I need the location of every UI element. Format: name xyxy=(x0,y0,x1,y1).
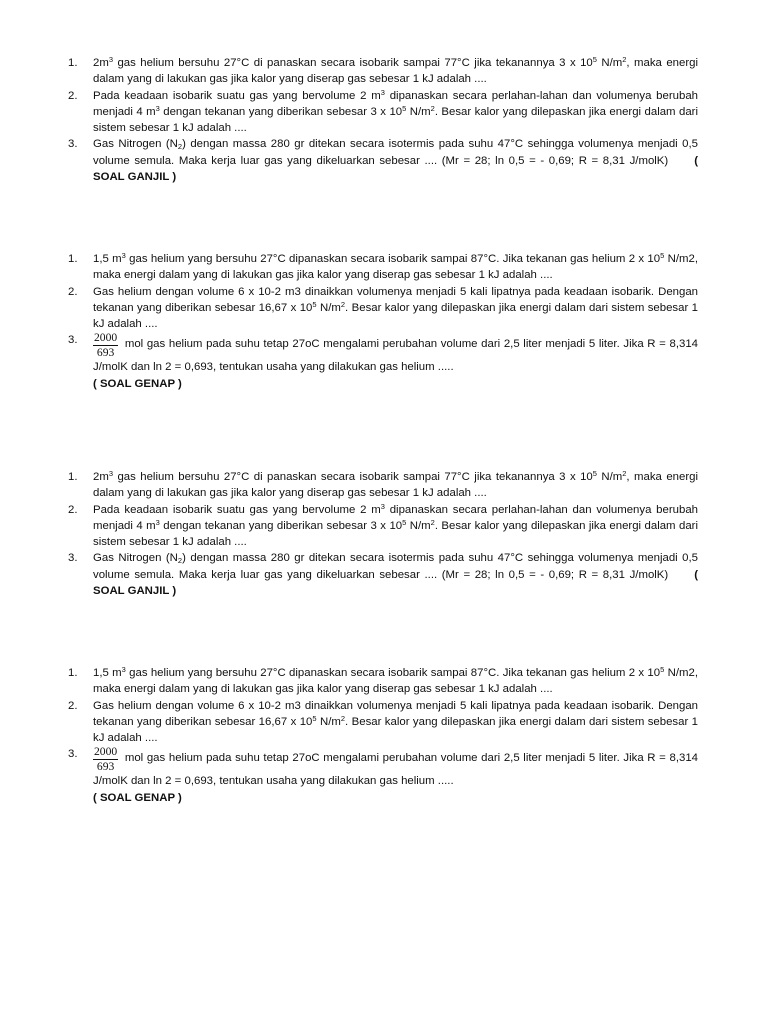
superscript: 2 xyxy=(430,103,435,113)
superscript: 5 xyxy=(312,713,317,723)
problem-set-odd-2 xyxy=(68,469,698,599)
text-run: , maka energi dalam yang di lakukan gas jika kalor yang diserap gas sebesar 1 kJ adalah .... xyxy=(93,471,698,500)
problem-number: 2. xyxy=(68,89,78,102)
problem-text xyxy=(93,700,698,745)
problem-item xyxy=(68,469,698,502)
problem-number: 1. xyxy=(68,57,78,69)
text-run: Gas helium dengan volume 6 x 10-2 m3 dinaikkan volumenya menjadi 5 kali lipatnya pada keadaan isobarik. Dengan tekanan yang diberikan sebesar 16,67 x 10 xyxy=(93,285,698,314)
problem-text xyxy=(93,286,698,331)
problem-set-odd-1 xyxy=(68,55,698,185)
problem-number: 1. xyxy=(68,253,78,265)
problem-number: 3. xyxy=(68,334,78,347)
superscript: 2 xyxy=(622,55,627,64)
fraction xyxy=(93,746,118,773)
superscript: 5 xyxy=(402,517,407,527)
soal-label: ( SOAL GENAP ) xyxy=(93,377,182,390)
text-run: N/m xyxy=(596,471,623,483)
superscript: 5 xyxy=(592,469,597,478)
text-run: . Besar kalor yang dilepaskan jika energi dalam dari sistem sebesar 1 kJ adalah .... xyxy=(93,301,699,331)
problem-text xyxy=(93,331,698,390)
superscript: 5 xyxy=(312,299,317,309)
superscript: 5 xyxy=(660,665,665,674)
problem-item xyxy=(68,698,698,747)
problem-item xyxy=(68,55,698,88)
problem-list xyxy=(68,251,698,392)
text-run: dipanaskan secara perlahan-lahan dan volumenya berubah menjadi 4 m xyxy=(93,89,698,118)
superscript: 3 xyxy=(380,87,385,97)
problem-item xyxy=(68,746,698,806)
text-run: gas helium yang bersuhu 27°C dipanaskan secara isobarik sampai 87°C. Jika tekanan gas helium 2 x 10 xyxy=(125,667,661,679)
text-run: N/m xyxy=(406,105,431,118)
superscript: 2 xyxy=(622,469,627,478)
problem-item xyxy=(68,665,698,698)
text-run: ) dengan massa 280 gr ditekan secara isotermis pada suhu 47°C sehingga volumenya menjadi 0,5 volume semula. Maka kerja luar gas yang dikeluarkan sebesar .... (Mr = 28; ln 0,5 = - 0,69; R = 8,31 J/molK) xyxy=(93,138,699,167)
text-run: mol gas helium pada suhu tetap 27oC mengalami perubahan volume dari 2,5 liter menjadi 5 liter. Jika R = 8,314 J/molK dan ln 2 = 0,693, tentukan usaha yang dilakukan gas helium ..... xyxy=(93,338,698,374)
problem-list xyxy=(68,55,698,185)
problem-text xyxy=(93,138,698,183)
text-run: dipanaskan secara perlahan-lahan dan volumenya berubah menjadi 4 m xyxy=(93,503,698,532)
superscript: 3 xyxy=(380,501,385,511)
text-run: Gas Nitrogen (N xyxy=(93,552,178,565)
soal-label: ( SOAL GENAP ) xyxy=(93,791,182,804)
text-run: 1,5 m xyxy=(93,667,122,679)
superscript: 5 xyxy=(402,103,407,113)
problem-set-even-2 xyxy=(68,665,698,806)
superscript: 3 xyxy=(155,103,160,113)
problem-text xyxy=(93,471,698,499)
problem-text xyxy=(93,57,698,85)
subscript: 2 xyxy=(177,142,183,152)
problem-item xyxy=(68,251,698,284)
text-run: 1,5 m xyxy=(93,253,122,265)
problem-item xyxy=(68,502,698,551)
problem-item xyxy=(68,136,698,185)
superscript: 2 xyxy=(430,517,435,527)
text-run: N/m xyxy=(316,301,341,314)
problem-set-even-1 xyxy=(68,251,698,392)
text-run: N/m xyxy=(596,57,623,69)
text-run: mol gas helium pada suhu tetap 27oC mengalami perubahan volume dari 2,5 liter menjadi 5 liter. Jika R = 8,314 J/molK dan ln 2 = 0,693, tentukan usaha yang dilakukan gas helium ..... xyxy=(93,752,698,788)
problem-number: 3. xyxy=(68,748,78,761)
text-run: Gas Nitrogen (N xyxy=(93,138,178,151)
superscript: 5 xyxy=(592,55,597,64)
problem-item xyxy=(68,550,698,599)
fraction xyxy=(93,332,118,359)
text-run: gas helium bersuhu 27°C di panaskan secara isobarik sampai 77°C jika tekanannya 3 x 10 xyxy=(113,57,593,69)
problem-text xyxy=(93,501,698,549)
problem-number: 1. xyxy=(68,667,78,679)
problem-number: 1. xyxy=(68,471,78,483)
soal-label: ( SOAL GANJIL ) xyxy=(93,154,698,184)
text-run: ) dengan massa 280 gr ditekan secara isotermis pada suhu 47°C sehingga volumenya menjadi 0,5 volume semula. Maka kerja luar gas yang dikeluarkan sebesar .... (Mr = 28; ln 0,5 = - 0,69; R = 8,31 J/molK) xyxy=(93,552,699,581)
problem-number: 3. xyxy=(68,138,78,151)
text-run: gas helium yang bersuhu 27°C dipanaskan secara isobarik sampai 87°C. Jika tekanan gas helium 2 x 10 xyxy=(125,253,661,265)
subscript: 2 xyxy=(177,556,183,566)
text-run: N/m xyxy=(406,519,431,532)
superscript: 3 xyxy=(121,665,126,674)
superscript: 3 xyxy=(121,251,126,260)
soal-label: ( SOAL GANJIL ) xyxy=(93,568,698,598)
problem-text xyxy=(93,87,698,135)
superscript: 5 xyxy=(660,251,665,260)
problem-number: 2. xyxy=(68,285,78,298)
problem-text xyxy=(93,667,698,695)
fraction-numerator: 2000 xyxy=(94,745,118,759)
fraction-denominator: 693 xyxy=(96,346,115,360)
superscript: 3 xyxy=(108,469,113,478)
problem-text xyxy=(93,552,698,597)
text-run: . Besar kalor yang dilepaskan jika energi dalam dari sistem sebesar 1 kJ adalah .... xyxy=(93,519,698,549)
problem-list xyxy=(68,665,698,806)
problem-item xyxy=(68,284,698,333)
text-run: 2m xyxy=(93,57,109,69)
text-run: dengan tekanan yang diberikan sebesar 3 x 10 xyxy=(159,105,403,118)
text-run: Pada keadaan isobarik suatu gas yang bervolume 2 m xyxy=(93,503,381,516)
problem-number: 2. xyxy=(68,503,78,516)
problem-text xyxy=(93,745,698,804)
problem-list xyxy=(68,469,698,599)
text-run: . Besar kalor yang dilepaskan jika energi dalam dari sistem sebesar 1 kJ adalah .... xyxy=(93,105,698,135)
superscript: 3 xyxy=(155,517,160,527)
fraction-denominator: 693 xyxy=(96,760,115,774)
text-run: N/m2, maka energi dalam yang di lakukan gas jika kalor yang diserap gas sebesar 1 kJ adalah .... xyxy=(93,253,698,282)
text-run: N/m2, maka energi dalam yang di lakukan gas jika kalor yang diserap gas sebesar 1 kJ adalah .... xyxy=(93,667,698,696)
text-run: Gas helium dengan volume 6 x 10-2 m3 dinaikkan volumenya menjadi 5 kali lipatnya pada keadaan isobarik. Dengan tekanan yang diberikan sebesar 16,67 x 10 xyxy=(93,699,698,728)
superscript: 2 xyxy=(340,713,346,723)
fraction-numerator: 2000 xyxy=(94,331,118,345)
text-run: N/m xyxy=(316,715,341,728)
problem-number: 2. xyxy=(68,699,78,712)
problem-text xyxy=(93,253,698,281)
text-run: , maka energi dalam yang di lakukan gas jika kalor yang diserap gas sebesar 1 kJ adalah .... xyxy=(93,57,698,86)
text-run: dengan tekanan yang diberikan sebesar 3 x 10 xyxy=(159,519,403,532)
text-run: 2m xyxy=(93,471,109,483)
text-run: . Besar kalor yang dilepaskan jika energi dalam dari sistem sebesar 1 kJ adalah .... xyxy=(93,715,699,745)
text-run: gas helium bersuhu 27°C di panaskan secara isobarik sampai 77°C jika tekanannya 3 x 10 xyxy=(113,471,593,483)
problem-number: 3. xyxy=(68,552,78,565)
text-run: Pada keadaan isobarik suatu gas yang bervolume 2 m xyxy=(93,89,381,102)
superscript: 2 xyxy=(340,299,346,309)
problem-item xyxy=(68,332,698,392)
problem-item xyxy=(68,88,698,137)
superscript: 3 xyxy=(108,55,113,64)
